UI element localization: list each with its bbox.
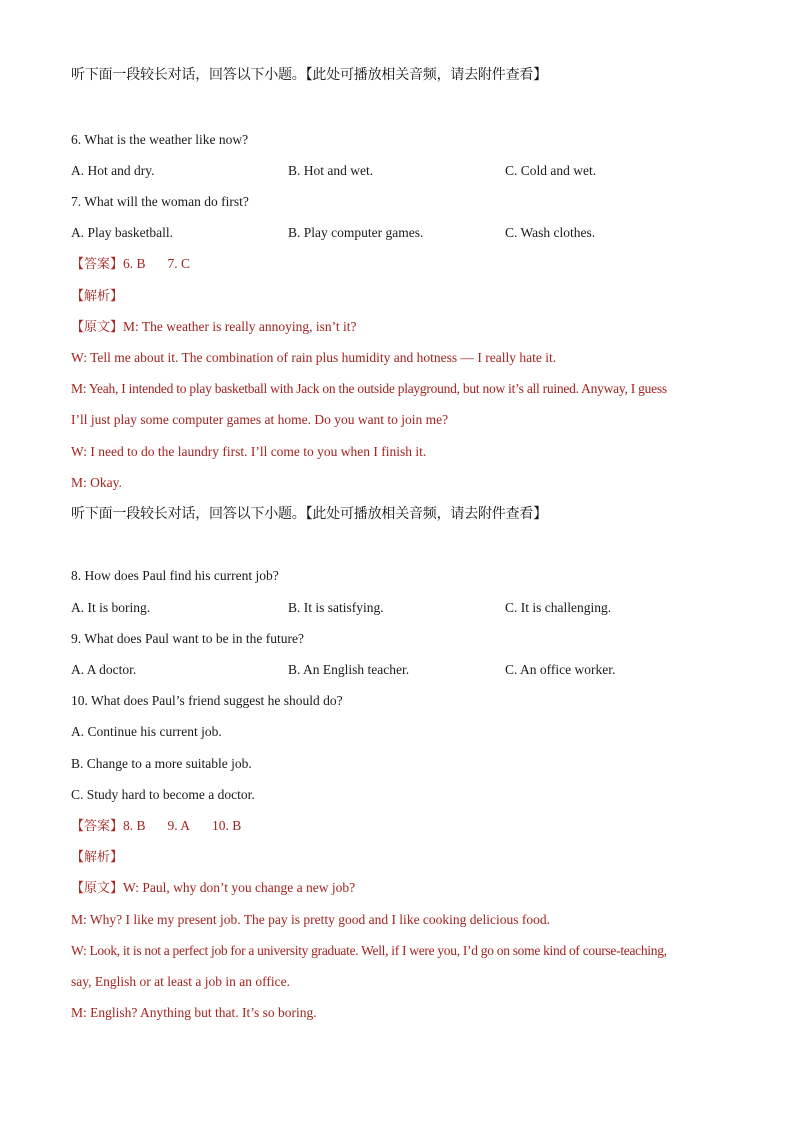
analysis-tag: 【解析】 [71, 289, 124, 304]
q9-option-b: B. An English teacher. [288, 662, 410, 677]
transcript-line: M: English? Anything but that. It’s so boring. [71, 1005, 317, 1020]
question-10: 10. What does Paul’s friend suggest he should do? [71, 693, 343, 708]
transcript-tag: 【原文】 [71, 881, 124, 896]
q6-option-b: B. Hot and wet. [288, 163, 374, 178]
q9-option-a: A. A doctor. [71, 662, 137, 677]
answer-item: 9. A [167, 818, 191, 833]
question-6: 6. What is the weather like now? [71, 132, 249, 147]
q8-option-b: B. It is satisfying. [288, 600, 384, 615]
q10-option-c: C. Study hard to become a doctor. [71, 787, 255, 802]
q8-option-c: C. It is challenging. [505, 600, 612, 615]
q8-option-a: A. It is boring. [71, 600, 151, 615]
q10-option-b: B. Change to a more suitable job. [71, 756, 252, 771]
answer-line [71, 817, 241, 836]
transcript-line: W: I need to do the laundry first. I’ll come to you when I finish it. [71, 444, 427, 459]
answer-item: 10. B [212, 818, 242, 833]
answer-item: 8. B [123, 818, 146, 833]
answer-item: 6. B [123, 256, 146, 271]
answer-line [71, 255, 190, 274]
q7-option-c: C. Wash clothes. [505, 225, 596, 240]
question-9: 9. What does Paul want to be in the future? [71, 631, 304, 646]
transcript-tag: 【原文】 [71, 320, 124, 335]
answer-item: 7. C [167, 256, 191, 271]
section-intro: 听下面一段较长对话，回答以下小题。【此处可播放相关音频，请去附件查看】 [71, 506, 547, 522]
transcript-line: 【原文】W: Paul, why don’t you change a new job? [71, 880, 356, 896]
transcript-line: M: Okay. [71, 475, 122, 490]
transcript-line: M: Why? I like my present job. The pay is pretty good and I like cooking delicious food. [71, 912, 551, 927]
transcript-line: I’ll just play some computer games at home. Do you want to join me? [71, 412, 449, 427]
question-7: 7. What will the woman do first? [71, 194, 249, 209]
question-8: 8. How does Paul find his current job? [71, 568, 279, 583]
q6-option-c: C. Cold and wet. [505, 163, 597, 178]
q7-option-b: B. Play computer games. [288, 225, 424, 240]
analysis-tag: 【解析】 [71, 850, 124, 865]
transcript-line: W: Look, it is not a perfect job for a university graduate. Well, if I were you, I’d go on some kind of course-teaching, [71, 943, 667, 958]
transcript-line: 【原文】M: The weather is really annoying, isn’t it? [71, 319, 357, 335]
q6-option-a: A. Hot and dry. [71, 163, 155, 178]
q9-option-c: C. An office worker. [505, 662, 616, 677]
transcript-line: say, English or at least a job in an office. [71, 974, 290, 989]
q7-option-a: A. Play basketball. [71, 225, 173, 240]
transcript-line: M: Yeah, I intended to play basketball with Jack on the outside playground, but now it’s all ruined. Anyway, I guess [71, 381, 667, 396]
transcript-line: W: Tell me about it. The combination of rain plus humidity and hotness — I really hate it. [71, 350, 557, 365]
section-intro: 听下面一段较长对话，回答以下小题。【此处可播放相关音频，请去附件查看】 [71, 67, 547, 83]
answer-tag: 【答案】 [71, 257, 124, 272]
q10-option-a: A. Continue his current job. [71, 724, 222, 739]
answer-tag: 【答案】 [71, 819, 124, 834]
